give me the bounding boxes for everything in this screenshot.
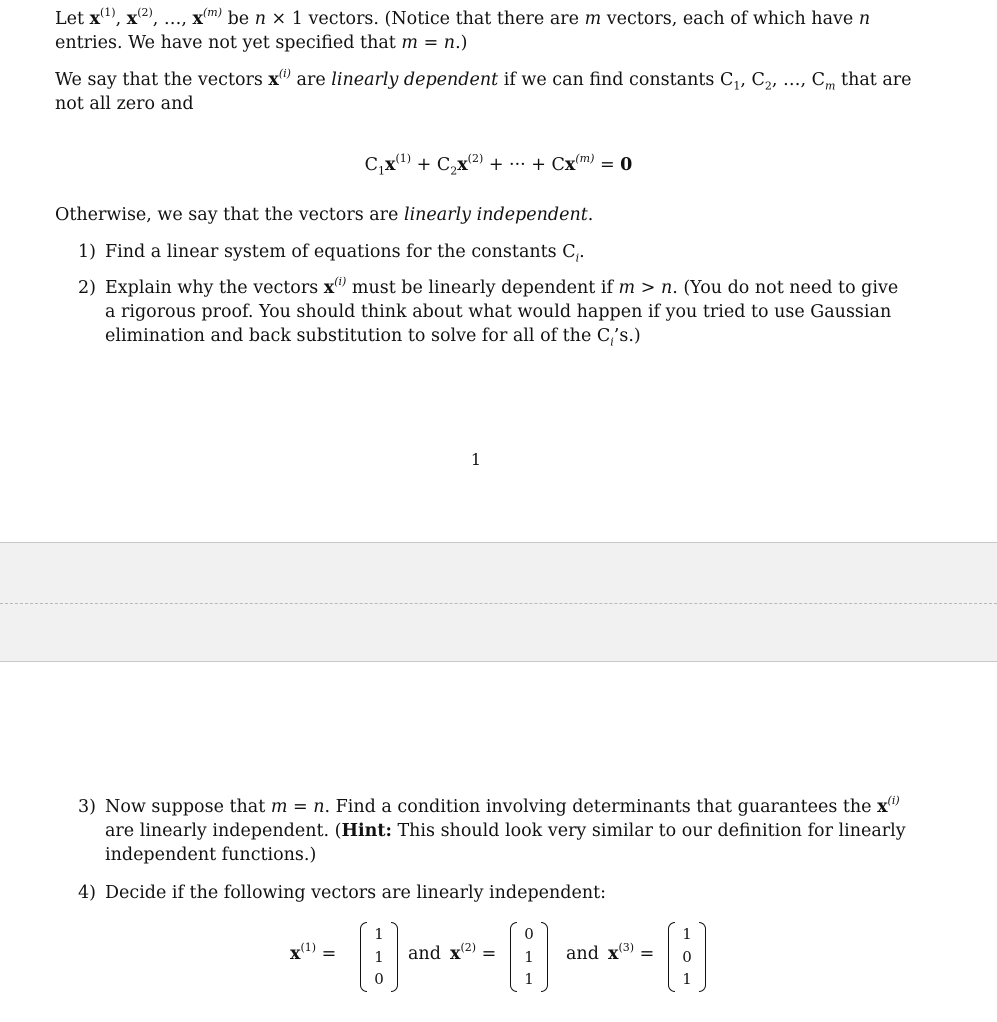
linearly-independent-term: linearly independent bbox=[403, 205, 588, 225]
question-number: 2) bbox=[78, 278, 96, 298]
dependence-equation: $C_1x^{(1)} + C_2x^{(2)}$ + ··· + $Cx^{(m)} = 0$ bbox=[364, 152, 633, 178]
column-vector: 0 1 1 bbox=[510, 922, 548, 994]
definition-line-1: We say that the vectors $x^{(i)}$ are linearly dependent if we can find constants $C_1$, $C_2$, …, $C_m$ that are bbox=[55, 67, 912, 93]
intro-line-2: entries. We have not yet specified that m = n.) bbox=[55, 33, 468, 53]
hint-label: Hint: bbox=[341, 821, 392, 841]
definition-paragraph bbox=[55, 67, 912, 116]
definition-line-2: not all zero and bbox=[55, 94, 194, 114]
question-number: 4) bbox=[78, 883, 96, 903]
linearly-dependent-term: linearly dependent bbox=[331, 70, 499, 90]
question-number: 3) bbox=[78, 797, 96, 817]
vector-row: $x^{(1)}$ = 1 1 0 and $x^{(2)}$ = 0 1 1 and $x^{(3)}$ = 1 0 1 bbox=[290, 922, 750, 1002]
page-separator bbox=[0, 542, 997, 662]
page-number: 1 bbox=[470, 450, 482, 469]
column-vector: 1 1 0 bbox=[360, 922, 398, 994]
page-1: Let $x^{(1)}$, $x^{(2)}$, …, $x^{(m)}$ be n × 1 vectors. (Notice that there are m vectors, each of which have n entries. We have not yet specified that m = n.) We say that the vectors $x^{(i)}$ are linearly dependent if we can find constants $C_1$, $C_2$, …, $C_m$ that are not all zero and $C_1x^{(1)} + C_2x^{(2)}$ + ··· + $Cx^{(m)} = 0$ Otherwise, we say that the vectors are linearly independent. 1) Find a linear system of equations for the constants $C_i$. 2) Explain why the vectors $x^{(i)}$ must be linearly dependent if m > n. (You do not need to give a rigorous proof. You should think about what would happen if you tried to use Gaussian elimination and back substitution to solve for all of the $C_i’s$.) 1 bbox=[0, 0, 997, 542]
intro-paragraph bbox=[55, 7, 905, 55]
intro-line-1: Let $x^{(1)}$, $x^{(2)}$, …, $x^{(m)}$ be n × 1 vectors. (Notice that there are m vectors, each of which have n bbox=[55, 6, 871, 29]
question-number: 1) bbox=[78, 242, 96, 262]
otherwise-paragraph: Otherwise, we say that the vectors are linearly independent. bbox=[55, 205, 594, 225]
column-vector: 1 0 1 bbox=[668, 922, 706, 994]
